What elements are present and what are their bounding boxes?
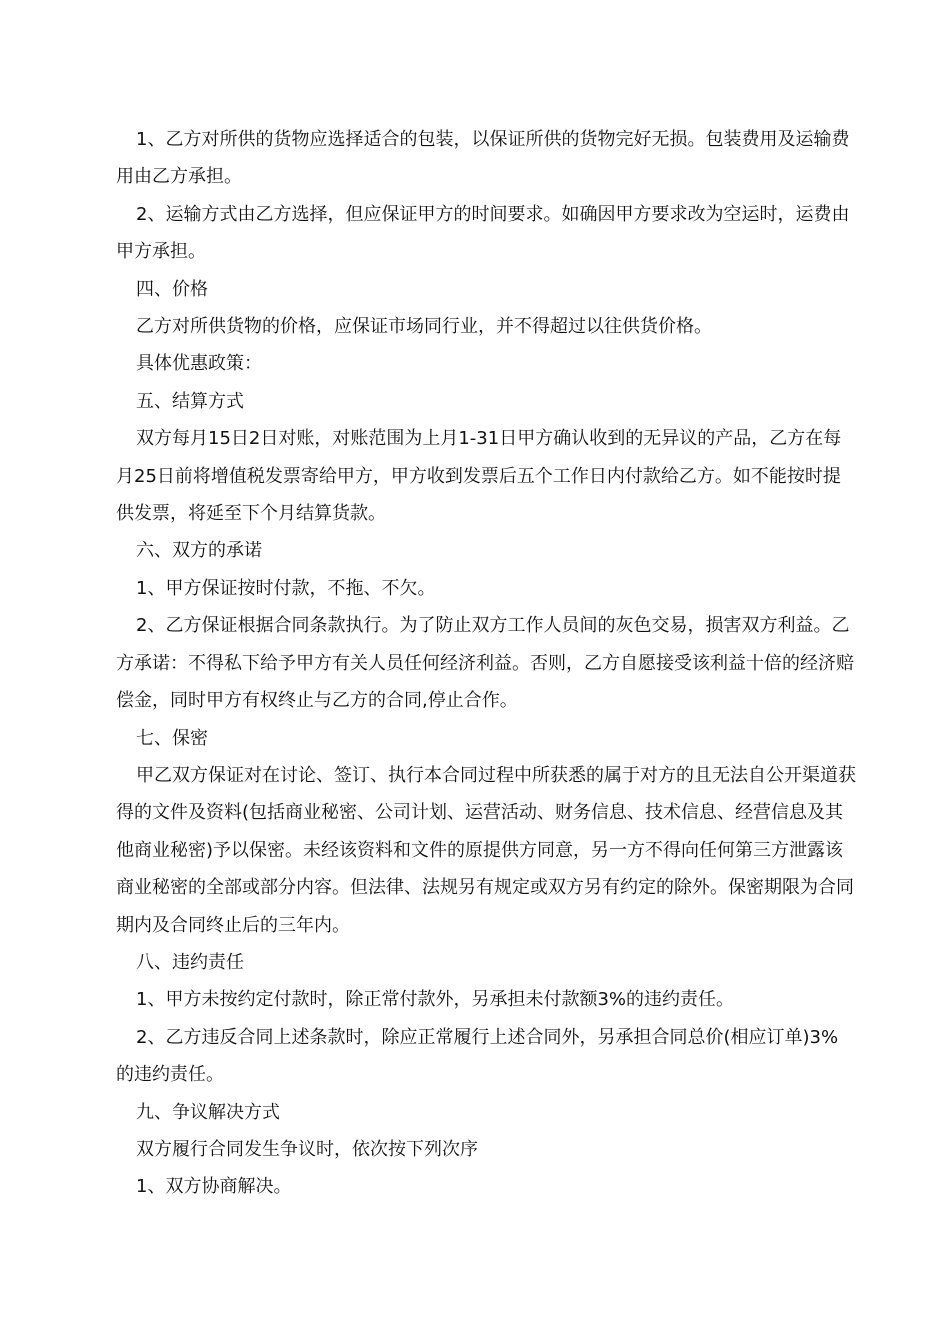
clause-dispute-order: 双方履行合同发生争议时，依次按下列次序 — [136, 1138, 478, 1160]
section-heading-commitments: 六、双方的承诺 — [136, 540, 262, 562]
clause-price: 乙方对所供货物的价格，应保证市场同行业，并不得超过以往供货价格。 — [136, 316, 712, 338]
clause-packaging: 1、乙方对所供的货物应选择适合的包装，以保证所供的货物完好无损。包装费用及运输费用由乙方承担。 — [116, 129, 850, 188]
clause-negotiation: 1、双方协商解决。 — [136, 1176, 292, 1198]
clause-discount: 具体优惠政策： — [136, 353, 262, 375]
section-heading-dispute: 九、争议解决方式 — [136, 1101, 280, 1123]
section-heading-confidentiality: 七、保密 — [136, 727, 208, 749]
clause-party-b-liability: 2、乙方违反合同上述条款时，除应正常履行上述合同外，另承担合同总价(相应订单)3%的违约责任。 — [116, 1026, 839, 1086]
document-body — [116, 121, 856, 1206]
clause-confidentiality: 甲乙双方保证对在讨论、签订、执行本合同过程中所获悉的属于对方的且无法自公开渠道获得的文件及资料(包括商业秘密、公司计划、运营活动、财务信息、技术信息、经营信息及其他商业秘密)予以保密。未经该资料和文件的原提供方同意，另一方不得向任何第三方泄露该商业秘密的全部或部分内容。但法律、法规另有规定或双方另有约定的除外。保密期限为合同期内及合同终止后的三年内。 — [116, 764, 856, 936]
section-heading-settlement: 五、结算方式 — [136, 390, 244, 412]
clause-party-b-commitment: 2、乙方保证根据合同条款执行。为了防止双方工作人员间的灰色交易，损害双方利益。乙方承诺：不得私下给予甲方有关人员任何经济利益。否则，乙方自愿接受该利益十倍的经济赔偿金，同时甲方有权终止与乙方的合同,停止合作。 — [116, 615, 854, 712]
clause-settlement: 双方每月15日2日对账，对账范围为上月1-31日甲方确认收到的无异议的产品，乙方在每月25日前将增值税发票寄给甲方，甲方收到发票后五个工作日内付款给乙方。如不能按时提供发票，将延至下个月结算货款。 — [116, 428, 842, 525]
clause-party-a-liability: 1、甲方未按约定付款时，除正常付款外，另承担未付款额3%的违约责任。 — [136, 989, 735, 1011]
clause-party-a-commitment: 1、甲方保证按时付款，不拖、不欠。 — [136, 577, 436, 599]
clause-transport: 2、运输方式由乙方选择，但应保证甲方的时间要求。如确因甲方要求改为空运时，运费由甲方承担。 — [116, 203, 850, 263]
section-heading-liability: 八、违约责任 — [136, 951, 244, 973]
section-heading-price: 四、价格 — [136, 278, 208, 300]
